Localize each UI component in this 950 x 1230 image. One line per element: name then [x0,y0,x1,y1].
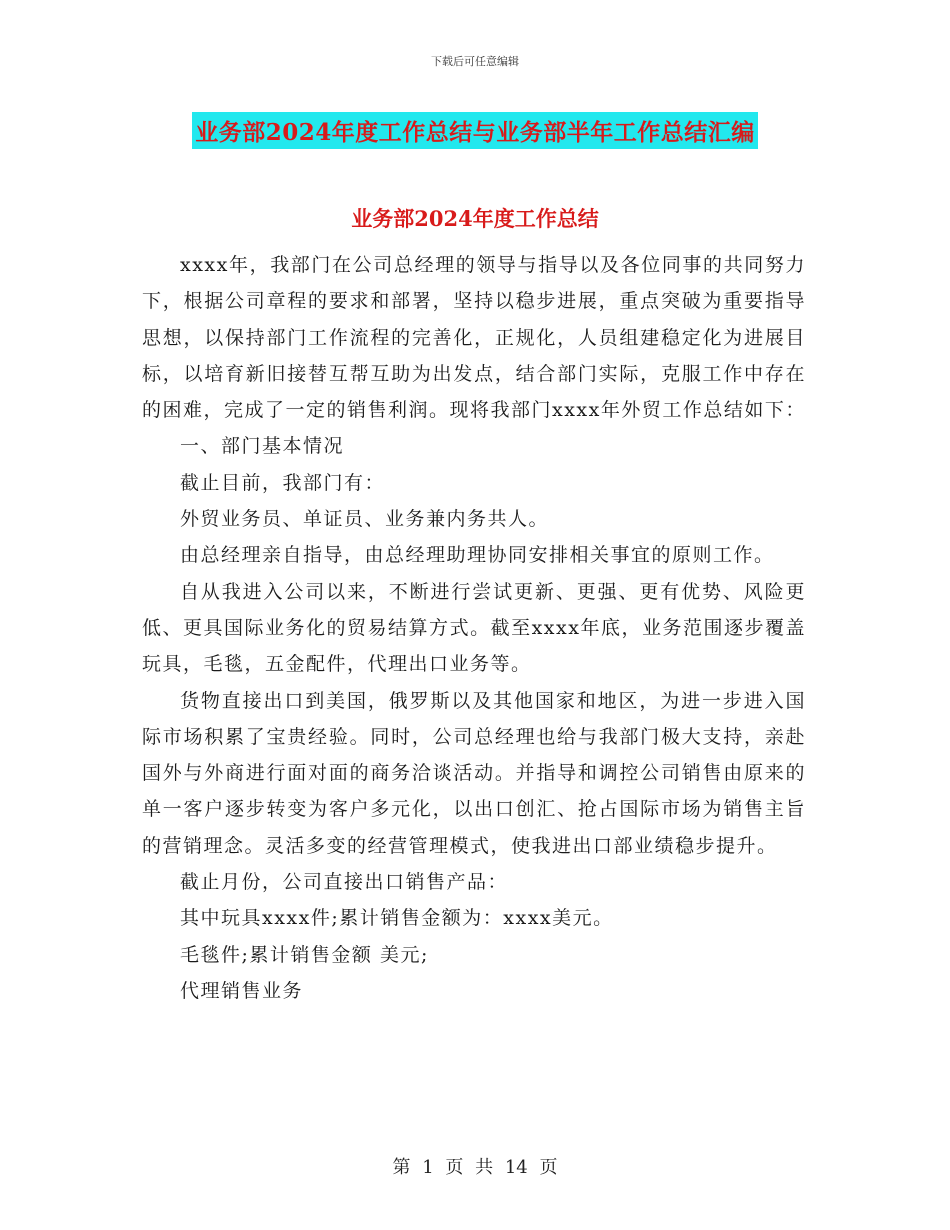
document-body [142,247,806,1009]
paragraph: 一、部门基本情况 [180,435,345,458]
paragraph: 代理销售业务 [180,979,304,1002]
paragraph: 自从我进入公司以来，不断进行尝试更新、更强、更有优势、风险更低、更具国际业务化的贸易结算方式。截至xxxx年底，业务范围逐步覆盖玩具，毛毯，五金配件，代理出口业务等。 [142,580,806,676]
page-number: 第 1 页 共 14 页 [392,1157,558,1178]
paragraph: 外贸业务员、单证员、业务兼内务共人。 [180,508,550,531]
header-note: 下载后可任意编辑 [431,55,519,68]
paragraph: 毛毯件;累计销售金额 美元; [180,943,429,966]
paragraph: 截止目前，我部门有： [180,471,386,494]
section-title: 业务部2024年度工作总结 [351,206,599,231]
main-title-container [0,112,950,149]
paragraph: 截止月份，公司直接出口销售产品： [180,871,509,894]
paragraph: 其中玩具xxxx件;累计销售金额为：xxxx美元。 [180,907,614,930]
paragraph: 货物直接出口到美国，俄罗斯以及其他国家和地区，为进一步进入国际市场积累了宝贵经验。同时，公司总经理也给与我部门极大支持，亲赴国外与外商进行面对面的商务洽谈活动。并指导和调控公司销售由原来的单一客户逐步转变为客户多元化，以出口创汇、抢占国际市场为销售主旨的营销理念。灵活多变的经营管理模式，使我进出口部业绩稳步提升。 [142,689,806,857]
paragraph: xxxx年，我部门在公司总经理的领导与指导以及各位同事的共同努力下，根据公司章程的要求和部署，坚持以稳步进展，重点突破为重要指导思想，以保持部门工作流程的完善化，正规化，人员组建稳定化为进展目标，以培育新旧接替互帮互助为出发点，结合部门实际，克服工作中存在的困难，完成了一定的销售利润。现将我部门xxxx年外贸工作总结如下： [142,254,806,422]
paragraph: 由总经理亲自指导，由总经理助理协同安排相关事宜的原则工作。 [180,544,775,567]
main-title: 业务部2024年度工作总结与业务部半年工作总结汇编 [192,112,758,149]
